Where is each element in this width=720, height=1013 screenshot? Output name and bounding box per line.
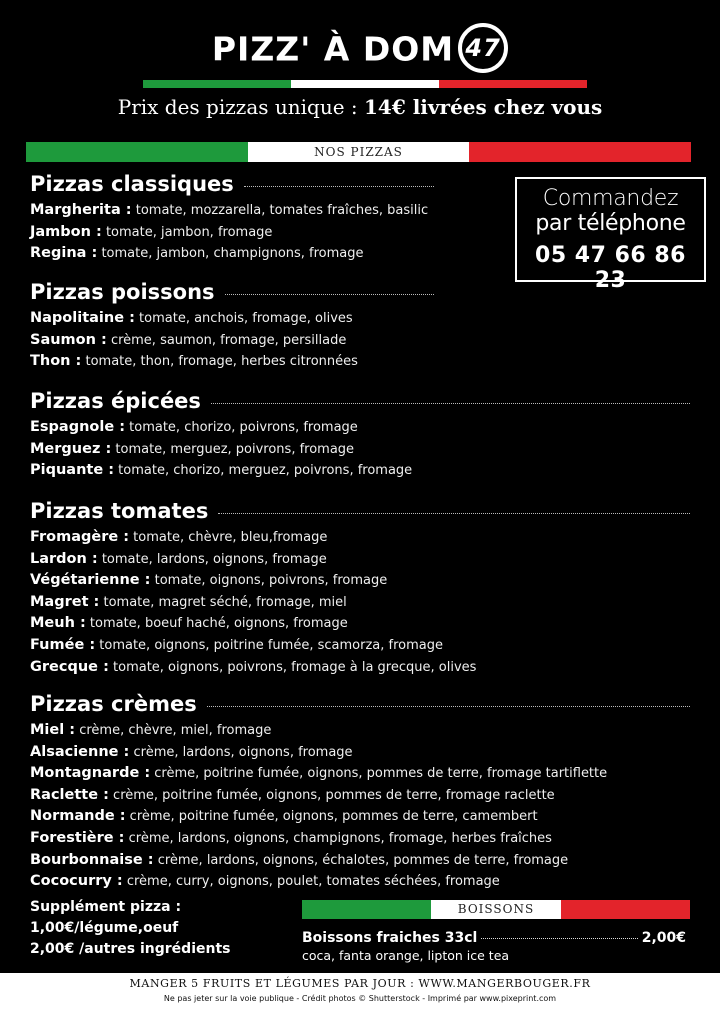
phone-order-box xyxy=(515,177,706,293)
menu-item: Regina : tomate, jambon, champignons, fromage xyxy=(30,245,364,262)
pizzas-banner-label: NOS PIZZAS xyxy=(248,142,470,162)
menu-item: Thon : tomate, thon, fromage, herbes citronnées xyxy=(30,353,358,370)
supplements-title: Supplément pizza : xyxy=(30,899,182,915)
drinks-name: Boissons fraiches 33cl xyxy=(302,930,478,946)
dotted-leader xyxy=(481,938,637,939)
menu-item: Forestière : crème, lardons, oignons, champignons, fromage, herbes fraîches xyxy=(30,829,552,846)
menu-item: Normande : crème, poitrine fumée, oignons, pommes de terre, camembert xyxy=(30,808,538,825)
logo-badge: 47 xyxy=(458,23,508,73)
menu-item: Napolitaine : tomate, anchois, fromage, olives xyxy=(30,310,353,326)
tagline-prefix: Prix des pizzas unique : xyxy=(117,95,364,119)
menu-item: Fumée : tomate, oignons, poitrine fumée, scamorza, fromage xyxy=(30,636,443,653)
menu-item: Bourbonnaise : crème, lardons, oignons, échalotes, pommes de terre, fromage xyxy=(30,851,569,868)
logo xyxy=(0,26,720,76)
menu-item: Lardon : tomate, lardons, oignons, fromage xyxy=(30,550,327,567)
section-tomates xyxy=(30,499,690,678)
menu-item: Merguez : tomate, merguez, poivrons, fromage xyxy=(30,440,355,457)
tagline-price: 14€ livrées chez vous xyxy=(364,95,603,119)
menu-item: Meuh : tomate, boeuf haché, oignons, fromage xyxy=(30,615,348,632)
section-title: Pizzas tomates xyxy=(30,499,690,523)
phone-box-line1: Commandez xyxy=(542,186,679,211)
phone-number[interactable]: 05 47 66 86 23 xyxy=(535,243,686,293)
drinks-price: 2,00€ xyxy=(641,930,686,946)
supplements-other: 2,00€ /autres ingrédients xyxy=(30,941,231,957)
menu-item: Espagnole : tomate, chorizo, poivrons, fromage xyxy=(30,419,358,435)
footer-credits: Ne pas jeter sur la voie publique - Crédit photos © Shutterstock - Imprimé par www.pixeprint.com xyxy=(163,994,557,1003)
section-title: Pizzas crèmes xyxy=(30,692,690,716)
menu-item: Saumon : crème, saumon, fromage, persillade xyxy=(30,331,347,348)
section-classiques xyxy=(30,172,434,265)
menu-item: Cococurry : crème, curry, oignons, poulet, tomates séchées, fromage xyxy=(30,873,500,890)
menu-item: Piquante : tomate, chorizo, merguez, poivrons, fromage xyxy=(30,462,413,479)
drinks-row xyxy=(302,930,686,946)
price-tagline xyxy=(0,95,720,119)
footer-health-message: MANGER 5 FRUITS ET LÉGUMES PAR JOUR : WWW.MANGERBOUGER.FR xyxy=(129,977,591,990)
menu-item: Grecque : tomate, oignons, poivrons, fromage à la grecque, olives xyxy=(30,658,477,675)
menu-item: Fromagère : tomate, chèvre, bleu,fromage xyxy=(30,529,328,545)
supplements-vegetable: 1,00€/légume,oeuf xyxy=(30,920,179,936)
section-cremes xyxy=(30,692,690,893)
logo-text: PIZZ' À DOM xyxy=(211,29,455,69)
menu-item: Margherita : tomate, mozzarella, tomates fraîches, basilic xyxy=(30,202,429,218)
italian-flag-stripe xyxy=(143,80,587,88)
menu-item: Magret : tomate, magret séché, fromage, miel xyxy=(30,593,347,610)
section-title: Pizzas épicées xyxy=(30,389,690,413)
section-title: Pizzas classiques xyxy=(30,172,434,196)
phone-box-line2: par téléphone xyxy=(535,211,686,236)
drinks-banner xyxy=(302,900,690,919)
supplements xyxy=(30,897,230,960)
menu-item: Miel : crème, chèvre, miel, fromage xyxy=(30,722,272,738)
footer xyxy=(0,973,720,1013)
menu-item: Raclette : crème, poitrine fumée, oignons, pommes de terre, fromage raclette xyxy=(30,786,555,803)
menu-item: Végétarienne : tomate, oignons, poivrons, fromage xyxy=(30,572,388,589)
menu-item: Jambon : tomate, jambon, fromage xyxy=(30,223,273,240)
menu-item: Montagnarde : crème, poitrine fumée, oignons, pommes de terre, fromage tartiflette xyxy=(30,765,608,782)
section-poissons xyxy=(30,280,434,373)
pizzas-banner xyxy=(26,142,691,162)
section-epicees xyxy=(30,389,690,482)
menu-item: Alsacienne : crème, lardons, oignons, fromage xyxy=(30,743,353,760)
drinks-banner-label: BOISSONS xyxy=(431,900,560,919)
section-title: Pizzas poissons xyxy=(30,280,434,304)
drinks-list: coca, fanta orange, lipton ice tea xyxy=(302,948,510,963)
